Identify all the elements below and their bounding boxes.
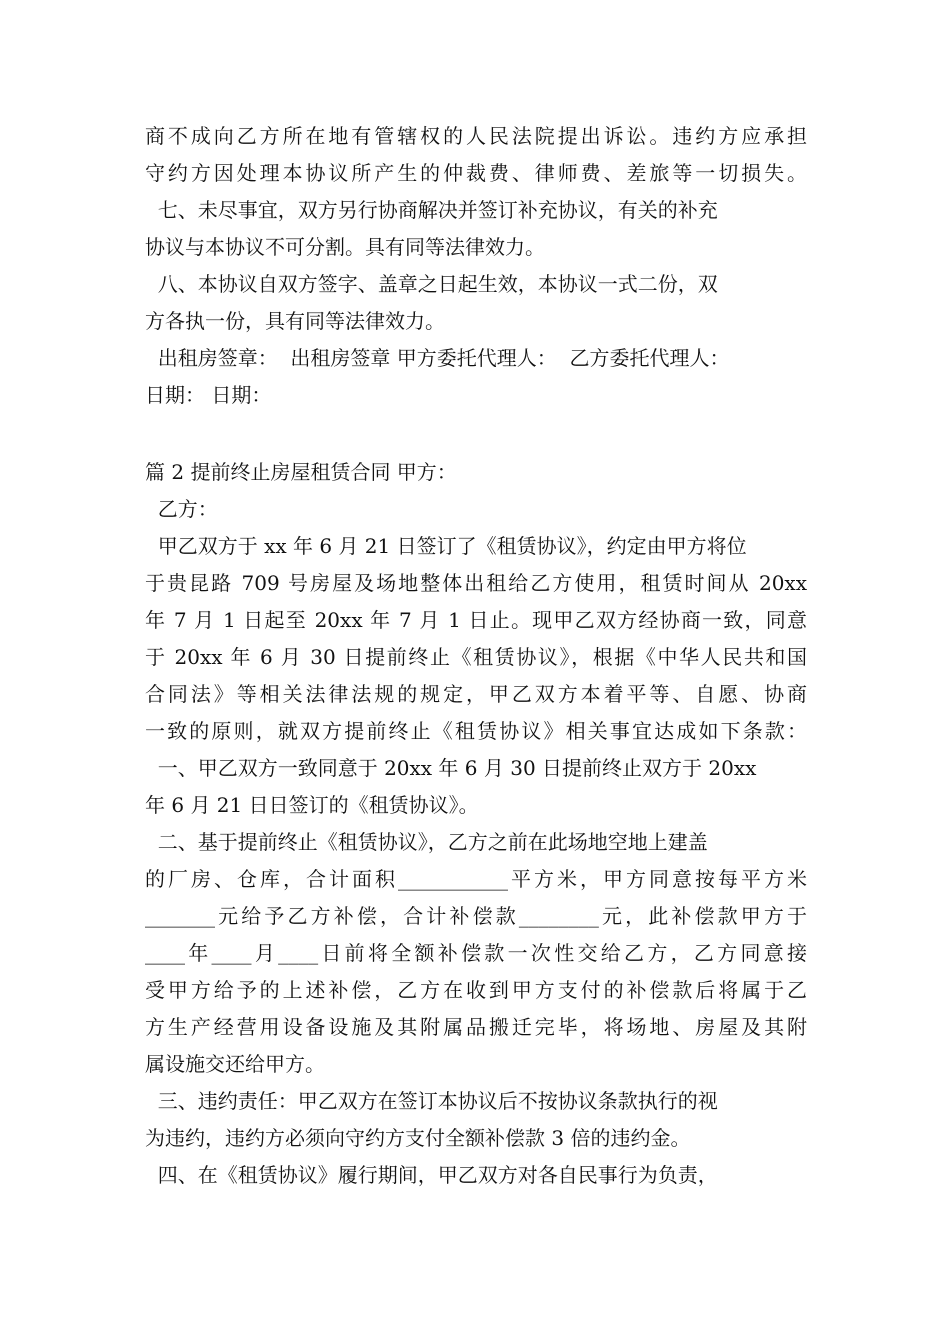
text-line: 甲乙双方于 xx 年 6 月 21 日签订了《租赁协议》，约定由甲方将位 — [145, 534, 747, 558]
text-line: 二、基于提前终止《租赁协议》，乙方之前在此场地空地上建盖 — [145, 830, 708, 854]
text-line: 商不成向乙方所在地有管辖权的人民法院提出诉讼。违约方应承担 — [145, 124, 807, 148]
text-line: 协议与本协议不可分割。具有同等法律效力。 — [145, 235, 545, 259]
text-line: 为违约，违约方必须向守约方支付全额补偿款 3 倍的违约金。 — [145, 1126, 691, 1150]
text-line: _______元给予乙方补偿，合计补偿款________元，此补偿款甲方于 — [145, 904, 807, 928]
section-heading: 篇 2 提前终止房屋租赁合同 甲方： — [145, 460, 457, 484]
text-line: 于 20xx 年 6 月 30 日提前终止《租赁协议》，根据《中华人民共和国 — [145, 645, 807, 669]
text-line: 于贵昆路 709 号房屋及场地整体出租给乙方使用，租赁时间从 20xx — [145, 571, 807, 595]
text-line: 一致的原则，就双方提前终止《租赁协议》相关事宜达成如下条款： — [145, 719, 807, 743]
section-gap — [145, 414, 807, 454]
text-line: 三、违约责任：甲乙双方在签订本协议后不按协议条款执行的视 — [145, 1089, 718, 1113]
text-line: 一、甲乙双方一致同意于 20xx 年 6 月 30 日提前终止双方于 20xx — [145, 756, 757, 780]
signature-line: 出租房签章： 出租房签章 甲方委托代理人： 乙方委托代理人： — [145, 346, 730, 370]
date-line: 日期： 日期： — [145, 383, 272, 407]
document-body — [145, 118, 807, 1194]
text-line: 守约方因处理本协议所产生的仲裁费、律师费、差旅等一切损失。 — [145, 161, 807, 185]
text-line: ____年____月____日前将全额补偿款一次性交给乙方，乙方同意接 — [145, 941, 807, 965]
text-line: 方各执一份，具有同等法律效力。 — [145, 309, 445, 333]
text-line: 的厂房、仓库，合计面积___________平方米，甲方同意按每平方米 — [145, 867, 807, 891]
text-line: 合同法》等相关法律法规的规定，甲乙双方本着平等、自愿、协商 — [145, 682, 807, 706]
text-line: 四、在《租赁协议》履行期间，甲乙双方对各自民事行为负责， — [145, 1163, 718, 1187]
party-line: 乙方： — [145, 497, 218, 521]
text-line: 年 6 月 21 日日签订的《租赁协议》。 — [145, 793, 479, 817]
text-line: 属设施交还给甲方。 — [145, 1052, 325, 1076]
text-line: 八、本协议自双方签字、盖章之日起生效，本协议一式二份，双 — [145, 272, 718, 296]
text-line: 年 7 月 1 日起至 20xx 年 7 月 1 日止。现甲乙双方经协商一致，同意 — [145, 608, 807, 632]
text-line: 方生产经营用设备设施及其附属品搬迁完毕，将场地、房屋及其附 — [145, 1015, 807, 1039]
text-line: 受甲方给予的上述补偿，乙方在收到甲方支付的补偿款后将属于乙 — [145, 978, 807, 1002]
text-line: 七、未尽事宜，双方另行协商解决并签订补充协议，有关的补充 — [145, 198, 718, 222]
